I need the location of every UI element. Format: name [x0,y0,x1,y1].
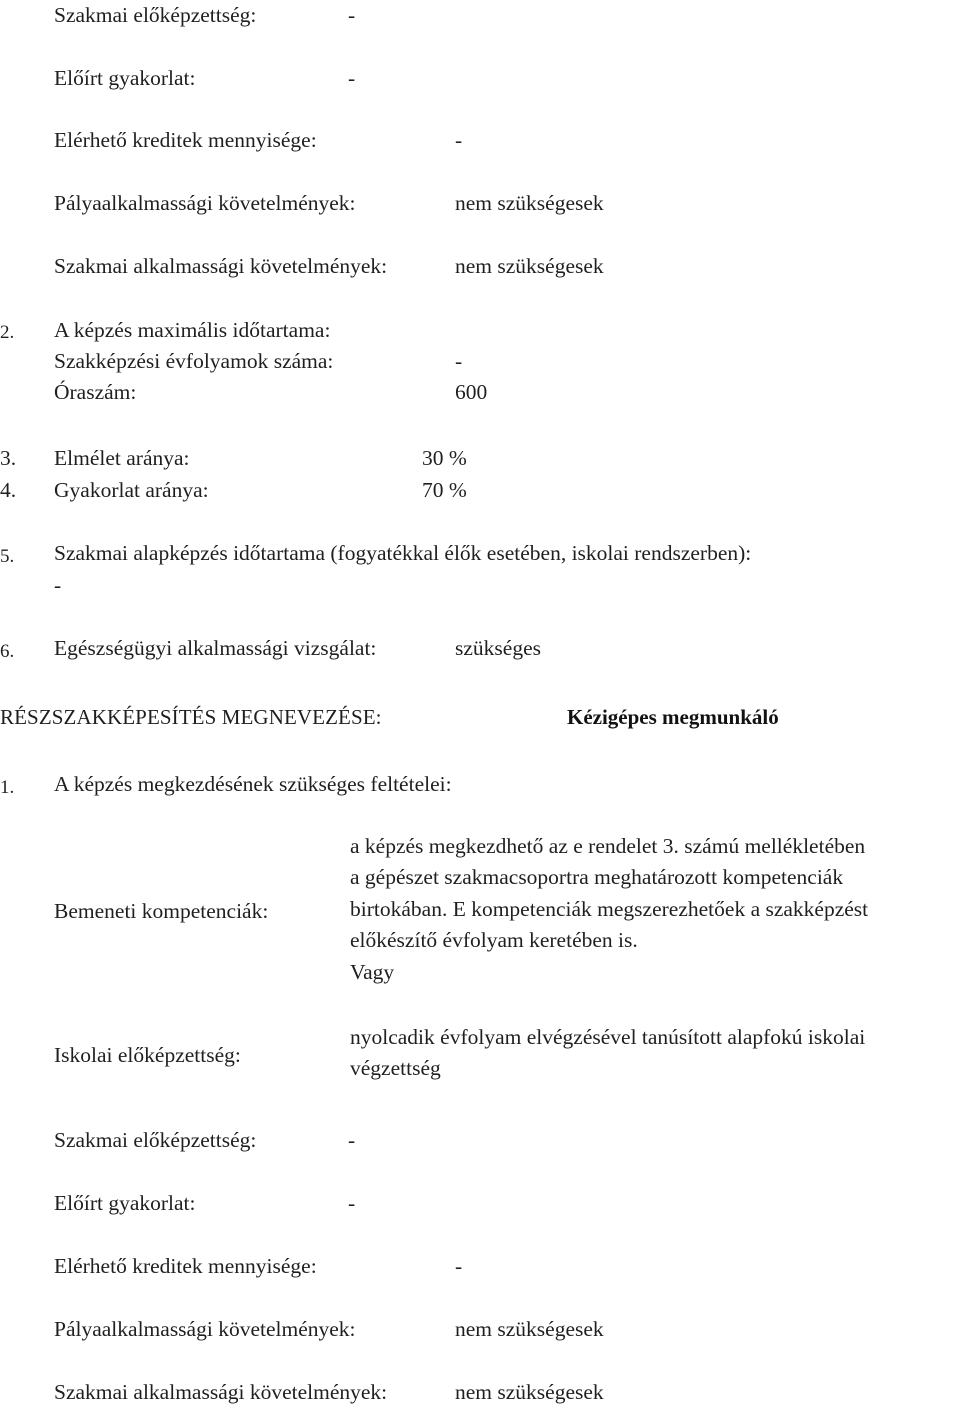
palyaalkalmassagi-label: Pályaalkalmassági követelmények: [54,191,356,215]
iskolai-line: végzettség [350,1056,441,1081]
szakmai-elokepzettseg-value-2: - [348,1128,356,1152]
bemeneti-line: Vagy [350,959,395,984]
bemeneti-line: birtokában. E kompetenciák megszerezhetőek a szakképzést [350,896,869,921]
kreditek-label: Elérhető kreditek mennyisége: [54,128,317,152]
section-2-title: A képzés maximális időtartama: [54,318,331,342]
kreditek-value: - [455,128,463,152]
egeszsegugyi-label: Egészségügyi alkalmassági vizsgálat: [54,636,377,660]
bemeneti-line: a képzés megkezdhető az e rendelet 3. számú mellékletében [350,834,866,858]
oraszam-label: Óraszám: [54,380,137,404]
elmelet-aranya-label: Elmélet aránya: [54,446,190,470]
gyakorlat-aranya-value: 70 % [422,478,467,502]
elmelet-aranya-value: 30 % [422,446,467,470]
section-5-number: 5. [0,546,15,567]
szakmai-alkalmassagi-label: Szakmai alkalmassági követelmények: [54,254,388,278]
bemeneti-kompetenciak-label: Bemeneti kompetenciák: [54,899,269,923]
iskolai-line: nyolcadik évfolyam elvégzésével tanúsított alapfokú iskolai [350,1025,866,1049]
eloirt-gyakorlat-label-2: Előírt gyakorlat: [54,1191,196,1215]
szakmai-alapkepzes-label: Szakmai alapképzés időtartama (fogyatékkal élők esetében, iskolai rendszerben): [54,541,752,565]
szakmai-alapkepzes-value: - [54,573,62,597]
kreditek-label-2: Elérhető kreditek mennyisége: [54,1254,317,1278]
bemeneti-kompetenciak-text [350,831,958,988]
palyaalkalmassagi-value: nem szükségesek [455,191,604,215]
oraszam-value: 600 [455,380,488,404]
section-2-number: 2. [0,322,15,343]
evfolyamok-value: - [455,349,463,373]
section-1-number: 1. [0,777,15,798]
palyaalkalmassagi-value-2: nem szükségesek [455,1317,604,1341]
bemeneti-line: a gépészet szakmacsoportra meghatározott kompetenciák [350,865,844,890]
iskolai-elokepzettseg-text [350,1022,958,1085]
section-6-number: 6. [0,641,15,662]
iskolai-elokepzettseg-label: Iskolai előképzettség: [54,1043,241,1067]
section-4-number: 4. [0,478,17,502]
kepzes-feltetelei-title: A képzés megkezdésének szükséges feltételei: [54,772,452,796]
szakmai-elokepzettseg-label: Szakmai előképzettség: [54,3,257,27]
szakmai-elokepzettseg-value: - [348,3,356,27]
szakmai-alkalmassagi-value: nem szükségesek [455,254,604,278]
gyakorlat-aranya-label: Gyakorlat aránya: [54,478,209,502]
kreditek-value-2: - [455,1254,463,1278]
egeszsegugyi-value: szükséges [455,636,541,660]
reszszakkepesites-value: Kézigépes megmunkáló [567,705,779,729]
szakmai-alkalmassagi-label-2: Szakmai alkalmassági követelmények: [54,1380,388,1404]
szakmai-elokepzettseg-label-2: Szakmai előképzettség: [54,1128,257,1152]
eloirt-gyakorlat-value: - [348,66,356,90]
szakmai-alkalmassagi-value-2: nem szükségesek [455,1380,604,1404]
evfolyamok-label: Szakképzési évfolyamok száma: [54,349,334,373]
eloirt-gyakorlat-value-2: - [348,1191,356,1215]
bemeneti-line: előkészítő évfolyam keretében is. [350,928,638,953]
reszszakkepesites-heading: RÉSZSZAKKÉPESÍTÉS MEGNEVEZÉSE: [0,705,382,729]
palyaalkalmassagi-label-2: Pályaalkalmassági követelmények: [54,1317,356,1341]
eloirt-gyakorlat-label: Előírt gyakorlat: [54,66,196,90]
section-3-number: 3. [0,446,17,470]
